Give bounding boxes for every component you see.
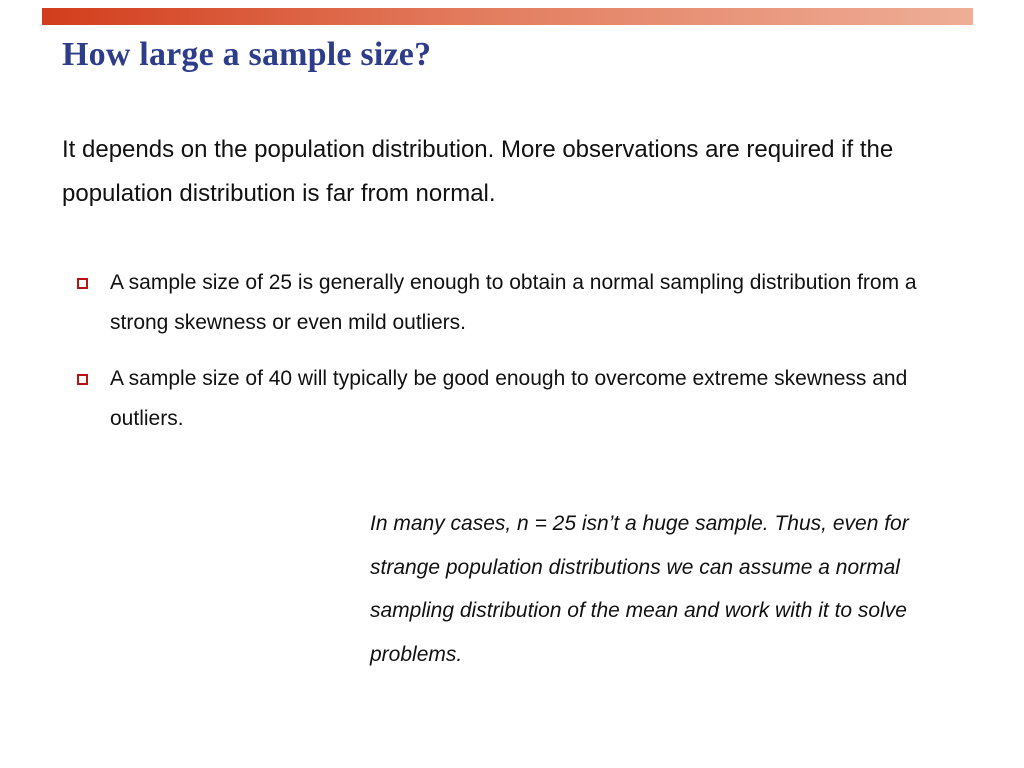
bullet-list	[74, 263, 934, 455]
accent-bar	[42, 8, 973, 25]
bullet-text: A sample size of 40 will typically be good enough to overcome extreme skewness and outliers.	[110, 367, 908, 430]
intro-paragraph: It depends on the population distribution. More observations are required if the population distribution is far from normal.	[62, 136, 894, 207]
bullet-item	[74, 263, 934, 343]
bullet-item	[74, 359, 934, 439]
italic-note: In many cases, n = 25 isn’t a huge sample. Thus, even for strange population distributions we can assume a normal sampling distribution of the mean and work with it to solve problems.	[370, 512, 909, 666]
slide-title: How large a sample size?	[62, 36, 432, 73]
bullet-text: A sample size of 25 is generally enough to obtain a normal sampling distribution from a strong skewness or even mild outliers.	[110, 271, 917, 334]
square-bullet-icon	[77, 374, 88, 385]
square-bullet-icon	[77, 278, 88, 289]
